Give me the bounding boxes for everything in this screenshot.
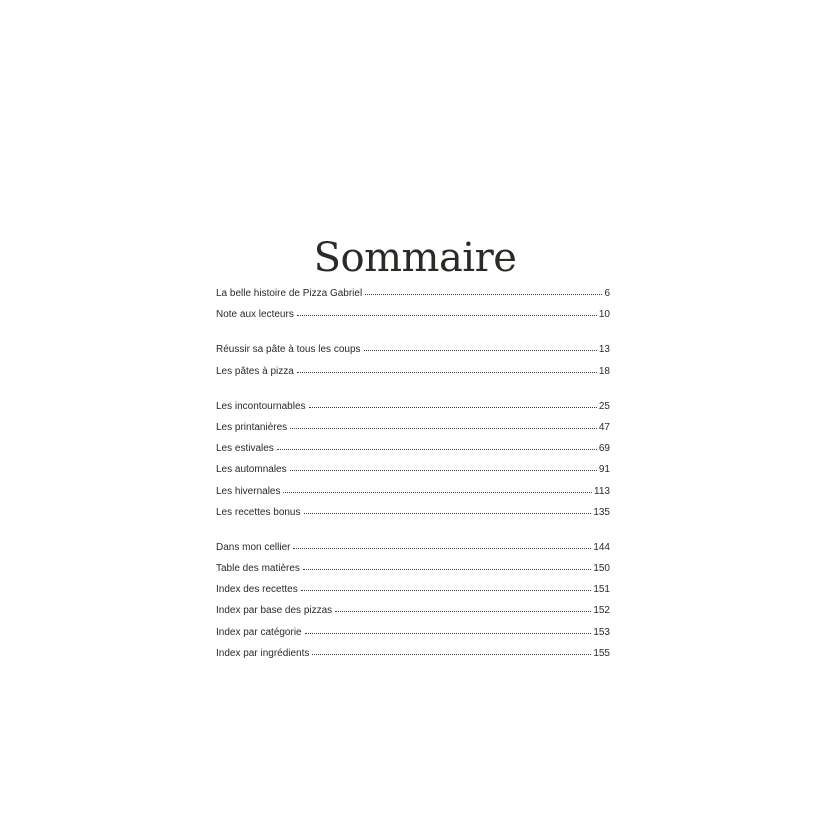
toc-entry-label: Les recettes bonus <box>216 506 301 518</box>
toc-entry <box>216 481 610 502</box>
toc-entry-page: 151 <box>593 584 610 596</box>
toc-entry-label: Note aux lecteurs <box>216 309 294 321</box>
toc-entry <box>216 622 610 643</box>
toc-entry-label: Dans mon cellier <box>216 541 291 553</box>
toc-entry-page: 153 <box>593 626 610 638</box>
toc-entry-label: Les estivales <box>216 443 274 455</box>
toc-entry-page: 47 <box>598 421 610 433</box>
toc-entry <box>216 459 610 480</box>
toc-entry-label: Les hivernales <box>216 485 281 497</box>
toc-entry <box>216 417 610 438</box>
page-title: Sommaire <box>313 234 517 281</box>
toc-entry-page: 13 <box>598 344 610 356</box>
toc-entry-page: 144 <box>593 541 610 553</box>
toc-entry-label: Les printanières <box>216 421 288 433</box>
dot-leader <box>304 513 592 514</box>
toc-entry <box>216 558 610 579</box>
toc-entry-page: 150 <box>593 563 610 575</box>
dot-leader <box>297 315 597 316</box>
toc-entry <box>216 361 610 382</box>
dot-leader <box>305 633 592 634</box>
toc-entry <box>216 339 610 360</box>
toc-entry-page: 152 <box>593 605 610 617</box>
toc-entry <box>216 396 610 417</box>
toc-entry-page: 10 <box>598 309 610 321</box>
toc-entry-label: La belle histoire de Pizza Gabriel <box>216 288 363 299</box>
toc-entry-label: Table des matières <box>216 563 300 575</box>
toc-group <box>216 339 610 381</box>
toc-entry <box>216 438 610 459</box>
toc-entry-page: 113 <box>594 485 610 497</box>
dot-leader <box>365 294 602 295</box>
dot-leader <box>290 428 597 429</box>
toc-entry <box>216 502 610 523</box>
toc-entry-label: Index des recettes <box>216 584 298 596</box>
toc-entry-page: 155 <box>593 647 610 659</box>
toc-entry-label: Les incontournables <box>216 400 306 412</box>
toc-entry-page: 25 <box>598 400 610 412</box>
dot-leader <box>364 350 597 351</box>
dot-leader <box>290 470 597 471</box>
dot-leader <box>283 492 592 493</box>
toc-entry-label: Index par base des pizzas <box>216 605 333 617</box>
toc-entry-label: Les automnales <box>216 464 287 476</box>
toc-entry-label: Index par catégorie <box>216 626 302 638</box>
dot-leader <box>335 611 591 612</box>
toc-entry <box>216 643 610 664</box>
toc-entry-page: 18 <box>598 365 610 377</box>
toc-entry <box>216 579 610 600</box>
toc-group <box>216 537 610 664</box>
toc-entry-page: 91 <box>598 464 610 476</box>
toc-entry-label: Réussir sa pâte à tous les coups <box>216 344 361 356</box>
toc-entry-page: 135 <box>593 506 610 518</box>
toc-group <box>216 396 610 523</box>
dot-leader <box>293 548 591 549</box>
toc-entry <box>216 537 610 558</box>
table-of-contents <box>216 283 610 664</box>
dot-leader <box>312 654 591 655</box>
toc-entry-label: Les pâtes à pizza <box>216 365 294 377</box>
toc-group <box>216 283 610 325</box>
toc-entry-label: Index par ingrédients <box>216 647 310 659</box>
toc-entry <box>216 600 610 621</box>
toc-entry <box>216 283 610 304</box>
dot-leader <box>303 569 591 570</box>
dot-leader <box>309 407 597 408</box>
toc-entry-page: 69 <box>598 443 610 455</box>
dot-leader <box>297 372 597 373</box>
toc-entry <box>216 304 610 325</box>
dot-leader <box>301 590 592 591</box>
dot-leader <box>277 449 597 450</box>
toc-entry-page: 6 <box>604 288 610 299</box>
